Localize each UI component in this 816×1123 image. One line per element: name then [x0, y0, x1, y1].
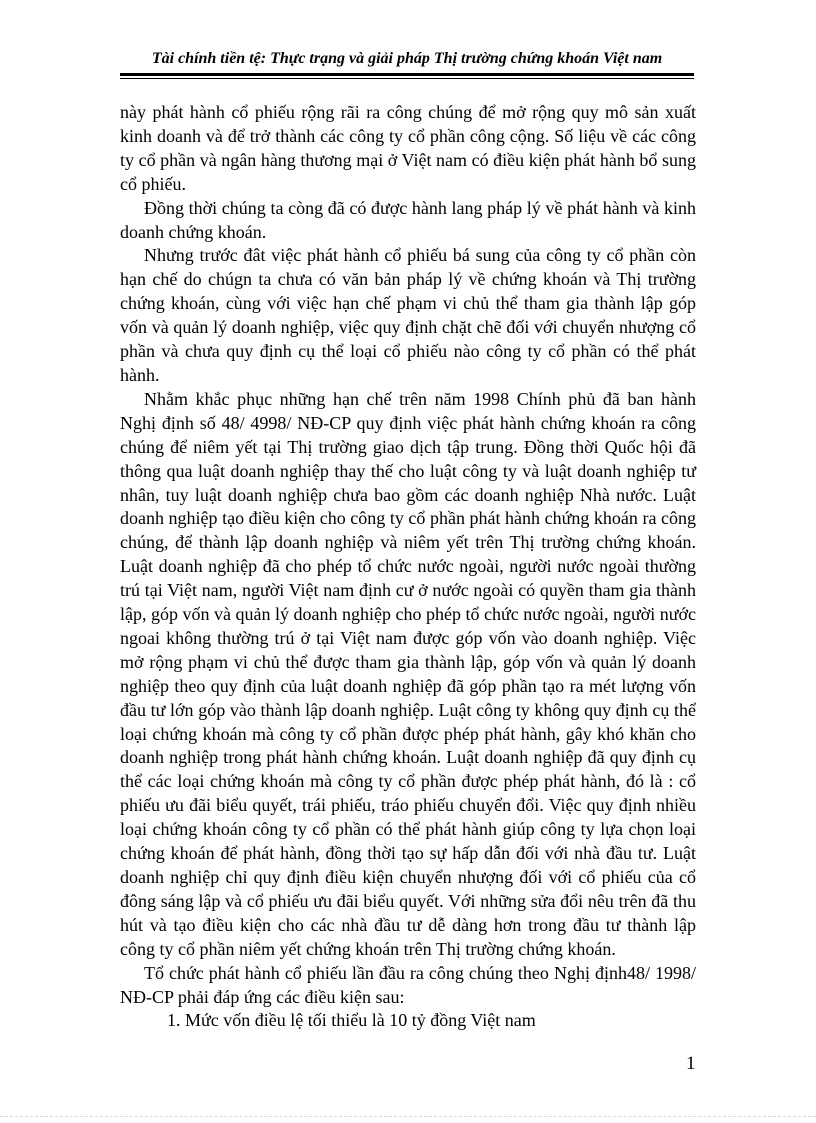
page-header-title: Tài chính tiền tệ: Thực trạng và giải pháp Thị trường chứng khoán Việt nam — [151, 50, 663, 67]
paragraph: Đồng thời chúng ta còng đã có được hành lang pháp lý về phát hành và kinh doanh chứng khoán. — [120, 197, 696, 242]
page-bottom-divider — [0, 1116, 816, 1117]
document-body — [120, 101, 696, 1033]
header-rule-thin — [120, 78, 694, 79]
header-rule — [120, 73, 694, 76]
paragraph: Nhưng trước đât việc phát hành cổ phiếu bá sung của công ty cổ phần còn hạn chế do chúgn ta chưa có văn bản pháp lý về chứng khoán và Thị trường chứng khoán, cùng với việc hạn chế phạm vi chủ thể tham gia thành lập góp vốn và quản lý doanh nghiệp, việc quy định chặt chẽ đối với chuyển nhượng cổ phần và chưa quy định cụ thể loại cổ phiếu nào công ty cổ phần có thể phát hành. — [120, 245, 696, 385]
paragraph: Tổ chức phát hành cổ phiếu lần đầu ra công chúng theo Nghị định48/ 1998/ NĐ-CP phải đáp ứng các điều kiện sau: — [120, 962, 696, 1007]
paragraph: Nhằm khắc phục những hạn chế trên năm 1998 Chính phủ đã ban hành Nghị định số 48/ 4998/ NĐ-CP quy định việc phát hành chứng khoán ra công chúng để niêm yết tại Thị trường giao dịch tập trung. Đồng thời Quốc hội đã thông qua luật doanh nghiệp thay thế cho luật công ty và luật doanh nghiệp tư nhân, tuy luật doanh nghiệp chưa bao gồm các doanh nghiệp Nhà nước. Luật doanh nghiệp tạo điều kiện cho công ty cổ phần phát hành chứng khoán ra công chúng, để thành lập doanh nghiệp và niêm yết trên Thị trường chứng khoán. Luật doanh nghiệp đã cho phép tổ chức nước ngoài, người nước ngoài thường trú tại Việt nam, người Việt nam định cư ở nước ngoài có quyền tham gia thành lập, góp vốn và quản lý doanh nghiệp cho phép tổ chức nước ngoài, người nước ngoai không thường trú ở tại Việt nam được góp vốn vào doanh nghiệp. Việc mở rộng phạm vi chủ thể được tham gia thành lập, góp vốn và quản lý doanh nghiệp theo quy định của luật doanh nghiệp đã góp phần tạo ra mét lượng vốn đầu tư lớn góp vào thành lập doanh nghiệp. Luật công ty không quy định cụ thể loại chứng khoán mà công ty cổ phần được phép phát hành, gây khó khăn cho doanh nghiệp trong phát hành chứng khoán. Luật doanh nghiệp đã quy định cụ thể các loại chứng khoán mà công ty cổ phần được phép phát hành, đó là : cổ phiếu ưu đãi biểu quyết, trái phiếu, tráo phiếu chuyển đổi. Việc quy định nhiều loại chứng khoán công ty cổ phần có thể phát hành giúp công ty lựa chọn loại chứng khoán để phát hành, đồng thời tạo sự hấp dẫn đối với nhà đầu tư. Luật doanh nghiệp chỉ quy định điều kiện chuyển nhượng đối với cổ phiếu của cổ đông sáng lập và cổ phiếu ưu đãi biểu quyết. Với những sửa đổi nêu trên đã thu hút và tạo điều kiện cho các nhà đầu tư dễ dàng hơn trong đầu tư thành lập công ty cổ phần niêm yết chứng khoán trên Thị trường chứng khoán. — [120, 388, 696, 959]
paragraph: này phát hành cổ phiếu rộng rãi ra công chúng để mở rộng quy mô sản xuất kinh doanh và để trở thành các công ty cổ phần công cộng. Số liệu về các công ty cổ phần và ngân hàng thương mại ở Việt nam có điều kiện phát hành bổ sung cổ phiếu. — [120, 102, 696, 194]
page-number: 1 — [686, 1053, 696, 1074]
list-item: 1. Mức vốn điều lệ tối thiểu là 10 tỷ đồng Việt nam — [167, 1010, 536, 1031]
